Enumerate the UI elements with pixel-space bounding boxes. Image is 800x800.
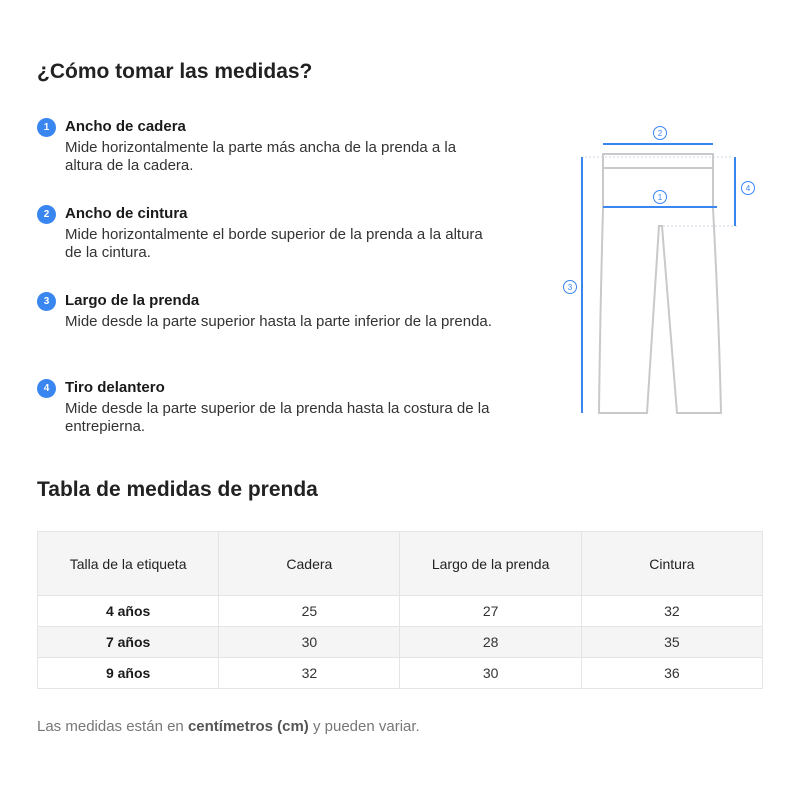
marker-4-label: 4 (745, 184, 751, 193)
table-header-row (38, 532, 763, 596)
step-title: Ancho de cadera (65, 118, 186, 135)
footnote-text-end: y pueden variar. (308, 718, 420, 735)
measurement-steps (37, 117, 497, 465)
size-table (37, 531, 763, 689)
step-title: Largo de la prenda (65, 292, 200, 309)
step-number-badge: 4 (37, 379, 56, 398)
cell-waist: 36 (581, 658, 762, 689)
marker-1-label: 1 (657, 193, 663, 202)
step-waist-width (37, 204, 497, 291)
step-number-badge: 1 (37, 118, 56, 137)
cell-waist: 32 (581, 596, 762, 627)
cell-hip: 30 (219, 627, 400, 658)
table-row (38, 627, 763, 658)
footnote-units: centímetros (cm) (187, 718, 309, 735)
cell-waist: 35 (581, 627, 762, 658)
header-size-label: Talla de la etiqueta (38, 532, 219, 596)
cell-hip: 25 (219, 596, 400, 627)
step-description: Mide horizontalmente la parte más ancha de la prenda a la altura de la cadera. (65, 139, 457, 174)
cell-size: 7 años (38, 627, 219, 658)
step-description: Mide desde la parte superior de la prenda hasta la costura de la entrepierna. (65, 400, 490, 435)
table-row (38, 658, 763, 689)
marker-2-label: 2 (657, 129, 663, 138)
cell-length: 27 (400, 596, 581, 627)
page-title: ¿Cómo tomar las medidas? (37, 60, 313, 83)
units-footnote (37, 718, 420, 735)
header-length: Largo de la prenda (400, 532, 581, 596)
step-title: Tiro delantero (65, 379, 165, 396)
footnote-text: Las medidas están en (37, 718, 188, 735)
size-table-title: Tabla de medidas de prenda (37, 478, 318, 501)
cell-length: 30 (400, 658, 581, 689)
marker-3-label: 3 (567, 283, 573, 292)
step-description: Mide horizontalmente el borde superior de la prenda a la altura de la cintura. (65, 226, 483, 261)
step-number-badge: 2 (37, 205, 56, 224)
cell-hip: 32 (219, 658, 400, 689)
cell-size: 4 años (38, 596, 219, 627)
header-hip: Cadera (219, 532, 400, 596)
step-description: Mide desde la parte superior hasta la parte inferior de la prenda. (65, 313, 492, 330)
cell-size: 9 años (38, 658, 219, 689)
step-hip-width (37, 117, 497, 204)
step-garment-length (37, 291, 497, 378)
step-title: Ancho de cintura (65, 205, 188, 222)
table-row (38, 596, 763, 627)
step-number-badge: 3 (37, 292, 56, 311)
step-front-rise (37, 378, 497, 465)
cell-length: 28 (400, 627, 581, 658)
pants-diagram (555, 120, 765, 420)
header-waist: Cintura (581, 532, 762, 596)
